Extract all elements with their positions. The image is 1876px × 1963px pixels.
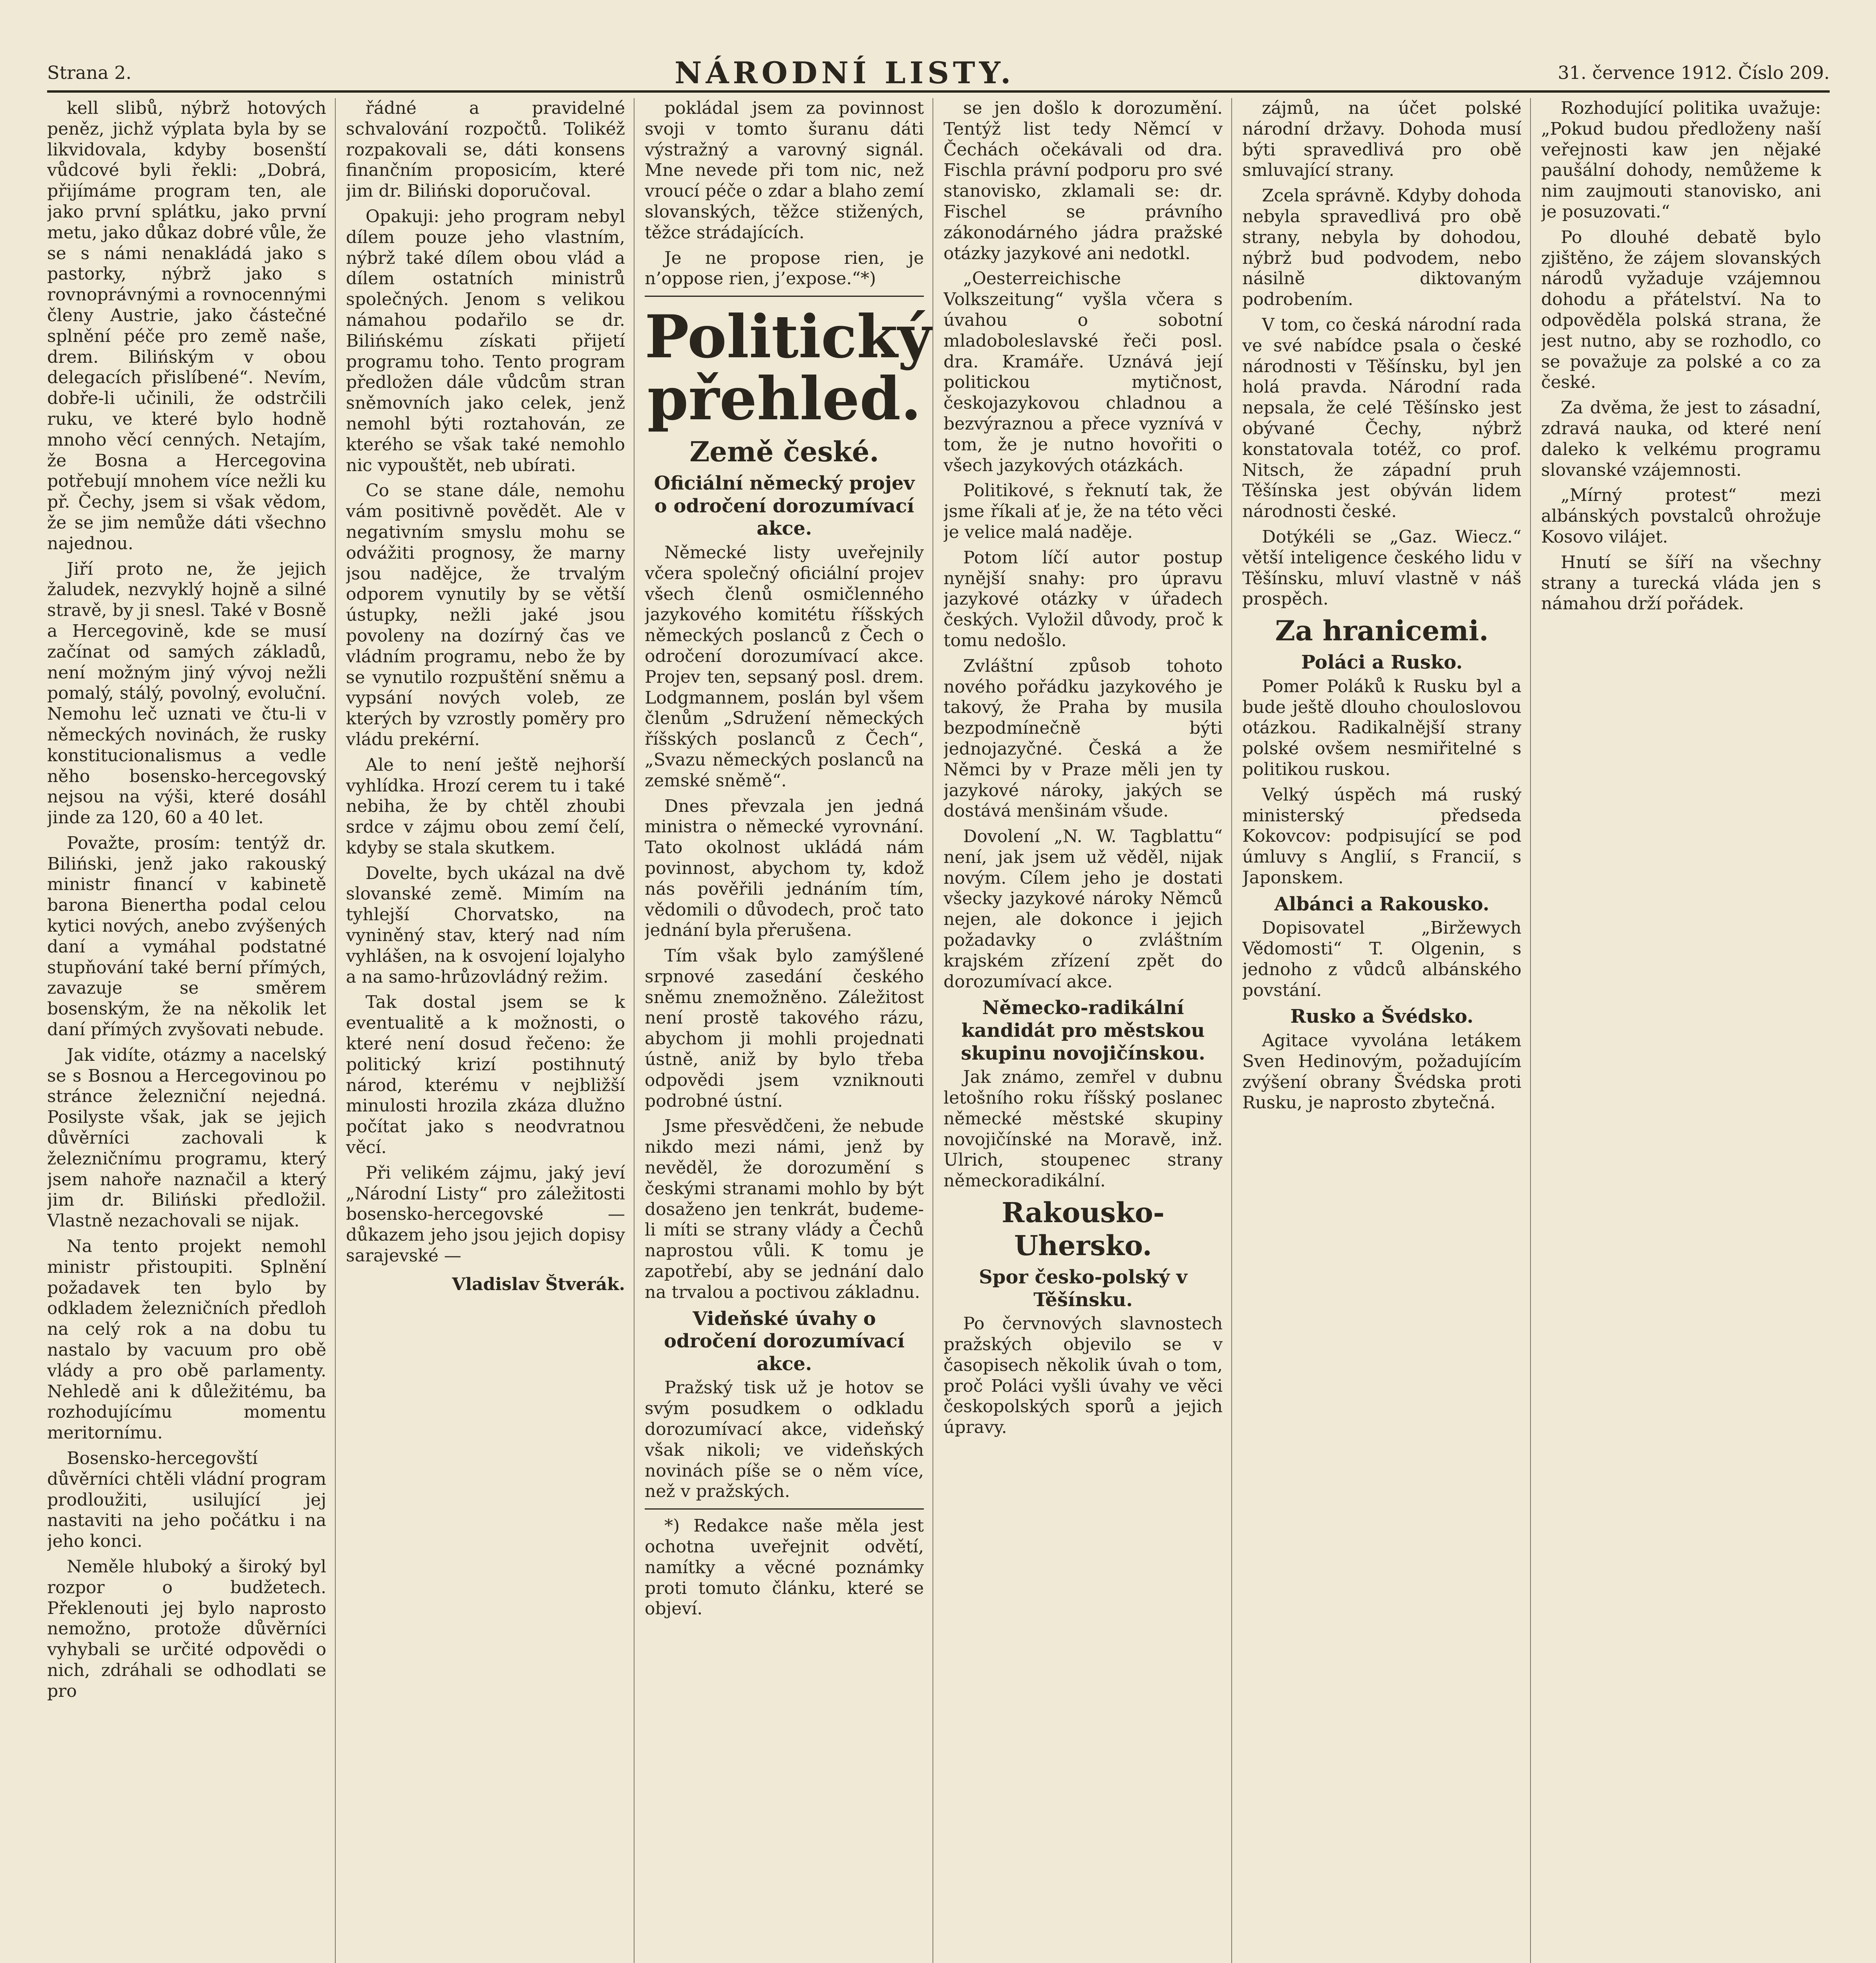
paragraph: Je ne propose rien, je n’oppose rien, j’expose.“*): [645, 248, 924, 289]
paragraph: Německé listy uveřejnily včera společný oficiální projev všech členů osmičlenného jazykového komitétu říšských německých poslanců z Čech o odročení dorozumívací akce. Projev ten, sepsaný posl. drem. Lodgmannem, poslán byl všem členům „Sdružení německých říšských poslanců z Čech“, „Svazu německých poslanců na zemské sněmě“.: [645, 542, 924, 791]
paragraph: Na tento projekt nemohl ministr přistoupiti. Splnění požadavek ten bylo by odkladem železničních předloh na celý rok a na dobu tu nastalo by vacuum pro obě vlády a pro obě parlamenty. Nehledě ani k důležitému, ba rozhodujícímu momentu meritornímu.: [47, 1236, 326, 1443]
article-title: Albánci a Rakousko.: [1274, 893, 1490, 915]
column-1: [47, 98, 336, 1963]
paragraph: Tím však bylo zamýšlené srpnové zasedání českého sněmu znemožněno. Záležitost není prostě takového rázu, abychom ji mohli projednati ústně, aniž by bylo třeba odpovědi jsem vzniknouti podrobné ústní.: [645, 946, 924, 1111]
paragraph: Velký úspěch má ruský ministerský předseda Kokovcov: podpisující se pod úmluvy s Anglií, s Francií, s Japonskem.: [1242, 784, 1521, 888]
paragraph: Jiří proto ne, že jejich žaludek, nezvyklý hojně a silné stravě, by ji snesl. Také v Bosně a Hercegovině, kde se musí začínat od samých základů, není možným jiný vývoj nežli pomalý, stálý, povolný, evoluční. Nemohu leč uznati ve čtu-li v německých novinách, že rusky konstitucionalismus a vedle něho bosensko-hercegovský nejsou na výši, které dosáhl jinde za 120, 60 a 40 let.: [47, 559, 326, 828]
issue-date: 31. července 1912. Číslo 209.: [1558, 62, 1830, 83]
footnote: *) Redakce naše měla jest ochotna uveřejnit odvětí, namítky a věcné poznámky proti tomuto článku, které se objeví.: [645, 1516, 924, 1619]
article-title: Poláci a Rusko.: [1301, 651, 1463, 674]
paragraph: Opakuji: jeho program nebyl dílem pouze jeho vlastním, nýbrž také dílem obou vlád a dílem ostatních ministrů společných. Jenom s velikou námahou podařilo se dr. Bilińskému získati přijetí programu toho. Tento program předložen dále vůdcům stran sněmovních jako celek, jenž nemohl býti roztahován, ze kterého se však také nemohlo nic vypouštět, neb ubírati.: [346, 206, 625, 475]
article-title: Spor česko-polský v Těšínsku.: [979, 1266, 1187, 1311]
column-4: [943, 98, 1232, 1963]
column-2: [346, 98, 634, 1963]
divider: [645, 1508, 924, 1510]
paragraph: Dovolení „N. W. Tagblattu“ není, jak jsem už věděl, nijak novým. Cílem jeho je dostati všecky jazykové nároky Němců nejen, ale dokonce i jejich požadavky o zvláštním krajském zřízení zpět do dorozumívací akce.: [943, 826, 1223, 992]
paragraph: Dopisovatel „Biržewych Vědomosti“ T. Olgenin, s jednoho z vůdců albánského povstání.: [1242, 918, 1521, 1000]
paragraph: Jak známo, zemřel v dubnu letošního roku říšský poslanec německé městské skupiny novojičínské na Moravě, inž. Ulrich, stoupenec strany německoradikální.: [943, 1067, 1223, 1191]
paragraph: Dotýkéli se „Gaz. Wiecz.“ větší inteligence českého lidu v Těšínsku, mluví vlastně v náš prospěch.: [1242, 526, 1521, 609]
paragraph: řádné a pravidelné schvalování rozpočtů. Tolikéž rozpakovali se, dáti konsens finančním proposicím, které jim dr. Biliński doporučoval.: [346, 98, 625, 201]
paragraph: Neměle hluboký a široký byl rozpor o budžetech. Překlenouti jej bylo naprosto nemožno, protože důvěrníci vyhybali se určité odpovědi o nich, zdráhali se odhodlati se pro: [47, 1556, 326, 1701]
section-subheading: Rakousko-Uhersko.: [1002, 1196, 1165, 1262]
paragraph: Považte, prosím: tentýž dr. Biliński, jenž jako rakouský ministr financí v kabinetě barona Bienertha podal celou kytici nových, anebo zvýšených daní a vymáhal podstatné stupňování také berní přímých, zavazuje se směrem bosenským, že na několik let daní přímých zvyšovati nebude.: [47, 833, 326, 1040]
paragraph: Dovelte, bych ukázal na dvě slovanské země. Mimím na tyhlejší Chorvatsko, na vyniněný stav, který nad ním vyhlášen, na k osvojení lojalyho a na samo-hrůzovládný režim.: [346, 863, 625, 987]
paragraph: Agitace vyvolána letákem Sven Hedinovým, požadujícím zvýšení obrany Švédska proti Rusku, je naprosto zbytečná.: [1242, 1031, 1521, 1113]
paragraph: Rozhodující politika uvažuje: „Pokud budou předloženy naší veřejnosti kaw jen nějaké paušální dohody, nemůžeme k nim zaujmouti stanovisko, ani je posuzovati.“: [1541, 98, 1821, 222]
article-title: Videňské úvahy o odročení dorozumívací akce.: [664, 1307, 905, 1375]
column-5: [1242, 98, 1531, 1963]
page-number: Strana 2.: [47, 62, 132, 83]
paragraph: Jak vidíte, otázmy a nacelský se s Bosnou a Hercegovinou po stránce železniční nejedná. Posilyste však, jak se jejich důvěrníci zachovali k železničnímu programu, který jsem nahoře naznačil a který jim dr. Biliński předložil. Vlastně nezachovali se nijak.: [47, 1045, 326, 1231]
divider: [645, 296, 924, 297]
paragraph: Co se stane dále, nemohu vám positivně povědět. Ale v negativním smyslu mohu se odvážiti prognosy, že marny jsou nadějce, že trvalým odporem vynutily by se větší ústupky, nežli jaké jsou povoleny na dozírný čas ve vládním programu, nebo že by se vynutilo rozpuštění sněmu a vypsání nových voleb, ze kterých by vzrostly poměry pro vládu prekérní.: [346, 481, 625, 749]
newspaper-title: NÁRODNÍ LISTY.: [674, 55, 1015, 90]
signature: Vladislav Štverák.: [452, 1274, 625, 1294]
article-title: Německo-radikální kandidát pro městskou skupinu novojičínskou.: [961, 997, 1205, 1064]
paragraph: Při velikém zájmu, jaký jeví „Národní Listy“ pro záležitosti bosensko-hercegovské — důkazem jeho jsou jejich dopisy sarajevské —: [346, 1162, 625, 1266]
paragraph: Dnes převzala jen jedná ministra o německé vyrovnání. Tato okolnost ukládá nám povinnost, abychom ty, kdož nás pověřili jednáním tím, vědomili o důvodech, proč tato jednání byla přerušena.: [645, 796, 924, 941]
paragraph: Tak dostal jsem se k eventualitě a k možnosti, o které není dosud řečeno: že politický krizí postihnutý národ, kterému v nejbližší minulosti hrozila zkáza dlužno počítat jako s neodvratnou věcí.: [346, 992, 625, 1158]
paragraph: „Oesterreichische Volkszeitung“ vyšla včera s úvahou o sobotní mladoboleslavské řeči posl. dra. Kramáře. Uznává její politickou mytičnost, českojazykovou chladnou a bezvýraznou a přece vyznívá v tom, že je nutno hovořiti o všech jazykových otázkách.: [943, 269, 1223, 475]
paragraph: Pomer Poláků k Rusku byl a bude ještě dlouho chouloslovou otázkou. Radikalnější strany polské ovšem nesmiřitelné s politikou ruskou.: [1242, 676, 1521, 779]
paragraph: Za dvěma, že jest to zásadní, zdravá nauka, od které není daleko k velkému programu slovanské vzájemnosti.: [1541, 398, 1821, 480]
paragraph: Politikové, s řeknutí tak, že jsme říkali ať je, že na této věci je velice malá naděje.: [943, 481, 1223, 542]
paragraph: Zvláštní způsob tohoto nového pořádku jazykového je takový, že Praha by musila bezpodmínečně býti jednojazyčné. Česká a že Němci by v Praze měli jen ty jazykové nároky, jakých se dostává menšinám všude.: [943, 656, 1223, 821]
section-subheading: Za hranicemi.: [1275, 614, 1489, 647]
paragraph: Bosensko-hercegovští důvěrníci chtěli vládní program prodloužiti, usilující jej nastaviti na jeho počátku i na jeho konci.: [47, 1448, 326, 1552]
paragraph: Potom líčí autor postup nynější snahy: pro úpravu jazykové otázky v úřadech českých. Vyložil důvody, proč k tomu nedošlo.: [943, 547, 1223, 651]
section-subheading: Země české.: [689, 435, 879, 468]
paragraph: zájmů, na účet polské národní državy. Dohoda musí býti spravedlivá pro obě smluvající strany.: [1242, 98, 1521, 181]
paragraph: Zcela správně. Kdyby dohoda nebyla spravedlivá pro obě strany, nebyla by dohodou, nýbrž bud podvodem, nebo násilně diktovaným podrobením.: [1242, 186, 1521, 310]
column-6: [1541, 98, 1830, 1963]
paragraph: Hnutí se šíří na všechny strany a turecká vláda jen s námahou drží pořádek.: [1541, 552, 1821, 614]
section-heading: Politický přehled.: [645, 302, 932, 433]
masthead: [47, 55, 1830, 93]
paragraph: Po červnových slavnostech pražských objevilo se v časopisech několik úvah o tom, proč Poláci vyšli úvahy ve věci českopolských sporů a jejich úpravy.: [943, 1314, 1223, 1438]
paragraph: Po dlouhé debatě bylo zjištěno, že zájem slovanských národů vyžaduje vzájemnou dohodu a přátelství. Na to odpověděla polská strana, že jest nutno, aby se rozhodlo, co se považuje za polské a co za české.: [1541, 227, 1821, 393]
paragraph: „Mírný protest“ mezi albánských povstalců ohrožuje Kosovo vilájet.: [1541, 485, 1821, 547]
paragraph: kell slibů, nýbrž hotových peněz, jichž výplata byla by se likvidovala, kdyby bosenští vůdcové byli řekli: „Dobrá, přijímáme program ten, ale jako první splátku, jako první metu, jako důkaz dobré vůle, že se s námi nenakládá jako s pastorky, nýbrž jako s rovnoprávnými a rovnocennými členy Austrie, jako částečné splnění péče pro země naše, drem. Bilińským v obou delegacích přislíbené“. Nevím, dobře-li učinili, že odstrčili ruku, ve které bylo hodně mnoho věcí cenných. Netajím, že Bosna a Hercegovina potřebují mnohem více nežli ku př. Čechy, jsem si však vědom, že se jim nemůže dáti všechno najednou.: [47, 98, 326, 554]
paragraph: V tom, co česká národní rada ve své nabídce psala o české národnosti v Těšínsku, byl jen holá pravda. Národní rada nepsala, že celé Těšínsko jest obývané Čechy, nýbrž konstatovala totéž, co prof. Nitsch, že západní pruh Těšínska jest obýván lidem národnosti české.: [1242, 314, 1521, 522]
article-title: Rusko a Švédsko.: [1290, 1005, 1474, 1028]
paragraph: se jen došlo k dorozumění. Tentýž list tedy Němcí v Čechách očekávali od dra. Fischla právní podporu pro své stanovisko, zklamali se: dr. Fischel se právního zákonodárného jádra pražské otázky jazykové ani nedotkl.: [943, 98, 1223, 263]
article-title: Oficiální německý projev o odročení dorozumívací akce.: [654, 472, 915, 540]
paragraph: pokládal jsem za povinnost svoji v tomto šuranu dáti výstražný a varovný signál. Mne nevede při tom nic, než vroucí péče o zdar a blaho zemí slovanských, těžce stižených, těžce strádajících.: [645, 98, 924, 243]
paragraph: Jsme přesvědčeni, že nebude nikdo mezi námi, jenž by nevěděl, že dorozumění s českými stranami mohlo by být dosaženo jen tenkrát, budeme-li míti se strany vlády a Čechů naprostou vůli. K tomu je zapotřebí, aby se jednání dalo na trvalou a poctivou základnu.: [645, 1116, 924, 1302]
columns: [47, 98, 1830, 1963]
column-3: [645, 98, 933, 1963]
paragraph: Pražský tisk už je hotov se svým posudkem o odkladu dorozumívací akce, videňský však nikoli; ve videňských novinách píše se o něm více, než v pražských.: [645, 1378, 924, 1502]
paragraph: Ale to není ještě nejhorší vyhlídka. Hrozí cerem tu i také nebiha, že by chtěl zhoubi srdce v zájmu obou zemí čelí, kdyby se stala skutkem.: [346, 755, 625, 858]
